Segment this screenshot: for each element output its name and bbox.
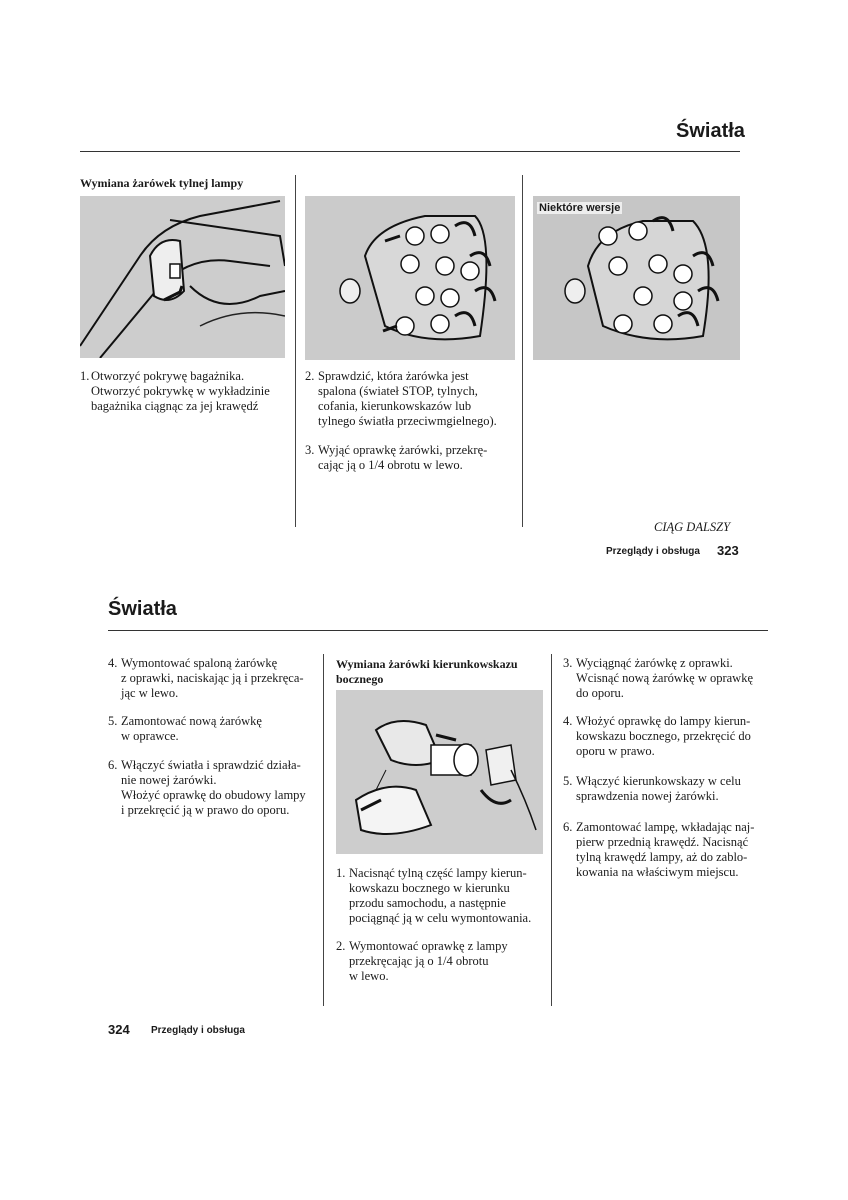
title-rule <box>108 630 768 631</box>
footer-section: Przeglądy i obsługa <box>151 1025 245 1036</box>
page-title: Światła <box>108 598 177 620</box>
column-divider <box>295 175 296 527</box>
continued-label: CIĄG DALSZY <box>654 520 731 534</box>
rear-lamp-figure <box>305 196 515 360</box>
trunk-figure <box>80 196 285 358</box>
column-divider <box>522 175 523 527</box>
section-heading: Wymiana żarówek tylnej lampy <box>80 176 244 190</box>
column-divider <box>551 654 552 1006</box>
page-title: Światła <box>676 120 745 142</box>
figure-label: Niektóre wersje <box>539 202 621 214</box>
footer-section: Przeglądy i obsługa <box>606 546 700 557</box>
side-marker-figure <box>336 690 543 854</box>
title-rule <box>80 151 740 152</box>
page-number: 323 <box>717 543 739 558</box>
page-number: 324 <box>108 1022 130 1037</box>
section-heading: Wymiana żarówki kierunkowskazu bocznego <box>336 657 518 686</box>
rear-lamp-variant-figure <box>533 196 740 360</box>
column-divider <box>323 654 324 1006</box>
